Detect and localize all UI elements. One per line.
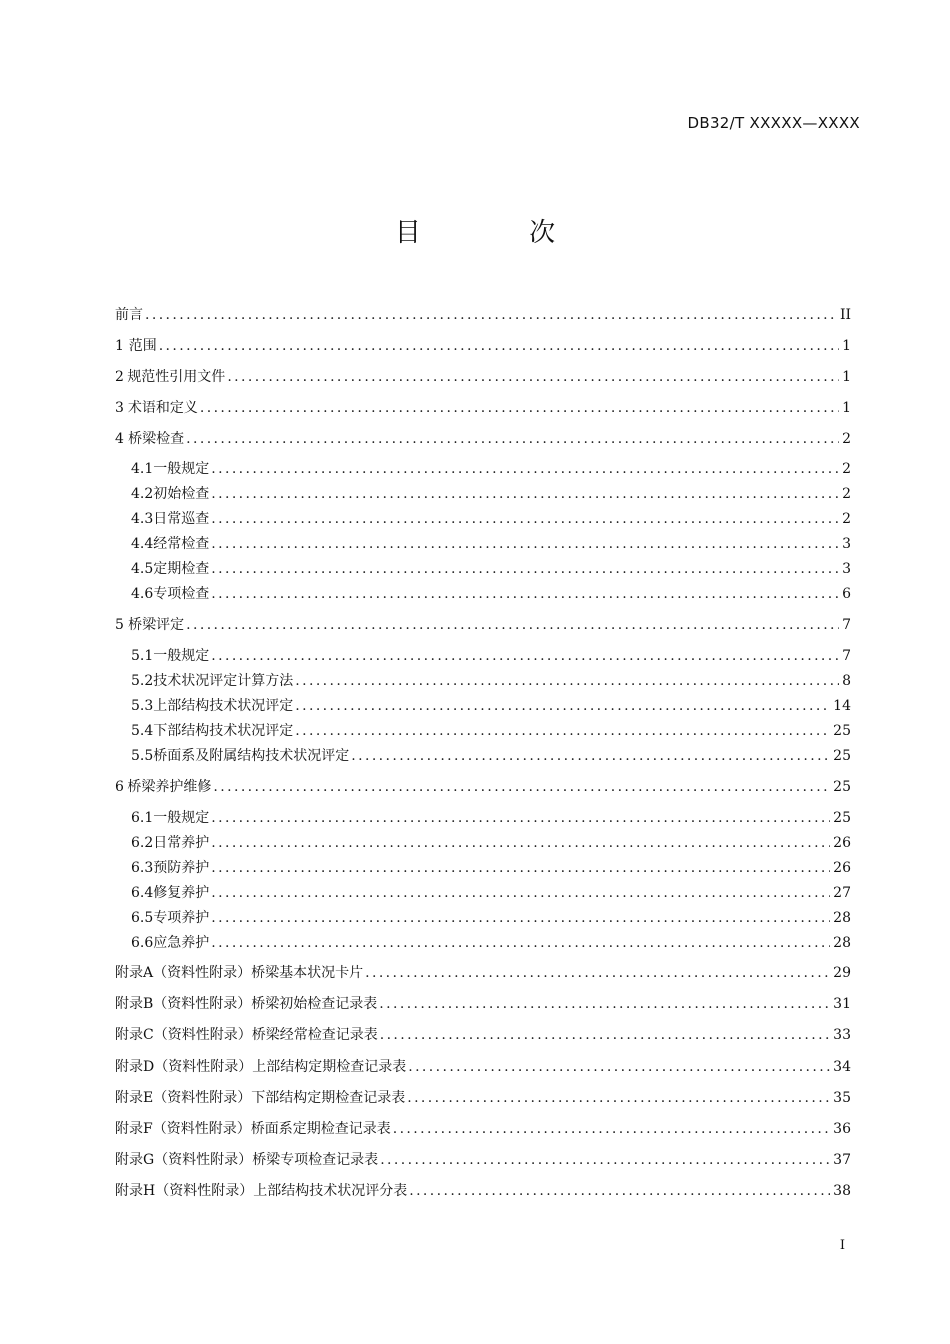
toc-entry-label: 桥梁初始检查记录表 [251,996,378,1012]
toc-entry-page: 25 [833,723,851,739]
toc-entry-number: 4.5 [131,561,154,577]
toc-entry-label: 桥梁基本状况卡片 [251,965,364,981]
toc-entry-5-1[interactable] [131,647,851,665]
toc-entry-page: 26 [833,835,851,851]
toc-entry-4-3[interactable] [131,510,851,528]
toc-leader-dots [211,485,839,503]
toc-leader-dots [211,585,839,603]
toc-entry-label: 桥面系定期检查记录表 [250,1121,391,1137]
toc-entry-page: 25 [833,810,851,826]
toc-entry-number: 4.6 [131,586,154,602]
toc-entry-number: 5.5 [131,748,154,764]
toc-entry-label: 一般规定 [153,461,210,477]
toc-leader-dots [211,460,839,478]
toc-entry-6-6[interactable] [131,934,851,952]
toc-entry-page: 35 [833,1090,851,1106]
toc-leader-dots [227,368,839,386]
toc-entry-label: 专项检查 [153,586,210,602]
toc-leader-dots [186,616,839,634]
toc-leader-dots [211,809,830,827]
toc-entry-page: 3 [842,536,851,552]
toc-leader-dots [145,306,837,324]
toc-entry-label: 日常养护 [153,835,210,851]
toc-appendix-prefix: 附录D（资料性附录） [115,1059,253,1075]
toc-entry-number: 5.1 [131,648,154,664]
toc-leader-dots [295,722,830,740]
toc-entry-label: 一般规定 [153,648,210,664]
toc-entry-appendix-g[interactable] [115,1151,851,1169]
toc-entry-label: 技术状况评定计算方法 [153,673,294,689]
toc-appendix-prefix: 附录C（资料性附录） [115,1027,252,1043]
toc-entry-label: 上部结构技术状况评分表 [253,1183,408,1199]
toc-leader-dots [351,747,830,765]
toc-leader-dots [211,909,830,927]
toc-entry-appendix-a[interactable] [115,964,851,982]
toc-entry-label: 应急养护 [153,935,210,951]
toc-entry-label: 下部结构技术状况评定 [153,723,294,739]
toc-entry-label: 初始检查 [153,486,210,502]
toc-appendix-prefix: 附录E（资料性附录） [115,1090,252,1106]
toc-entry-page: II [839,307,851,323]
toc-entry-number: 4.1 [131,461,154,477]
toc-entry-page: 29 [833,965,851,981]
toc-entry-page: 2 [842,511,851,527]
toc-entry-label: 桥梁专项检查记录表 [252,1152,379,1168]
toc-entry-label: 前言 [115,307,143,323]
toc-entry-appendix-e[interactable] [115,1089,851,1107]
toc-entry-page: 25 [833,779,851,795]
toc-entry-label: 范围 [128,338,157,354]
toc-entry-4-5[interactable] [131,560,851,578]
toc-entry-number: 4.2 [131,486,154,502]
toc-leader-dots [379,995,830,1013]
toc-entry-label: 桥梁经常检查记录表 [251,1027,378,1043]
toc-entry-page: 34 [833,1059,851,1075]
toc-entry-6-1[interactable] [131,809,851,827]
toc-entry-page: 36 [833,1121,851,1137]
toc-leader-dots [211,647,839,665]
toc-entry-3[interactable] [115,399,851,417]
toc-leader-dots [211,884,830,902]
toc-leader-dots [159,337,839,355]
toc-entry-page: 1 [842,400,851,416]
toc-leader-dots [393,1120,830,1138]
toc-entry-label: 修复养护 [153,885,210,901]
toc-leader-dots [213,778,830,796]
toc-entry-page: 1 [842,338,851,354]
toc-entry-4[interactable] [115,430,851,448]
toc-entry-page: 26 [833,860,851,876]
toc-entry-page: 25 [833,748,851,764]
toc-leader-dots [409,1182,830,1200]
toc-entry-label: 桥面系及附属结构技术状况评定 [153,748,350,764]
toc-entry-appendix-h[interactable] [115,1182,851,1200]
toc-entry-label: 日常巡查 [153,511,210,527]
toc-appendix-prefix: 附录G（资料性附录） [115,1152,253,1168]
toc-entry-page: 6 [842,586,851,602]
toc-leader-dots [211,510,839,528]
toc-entry-page: 33 [833,1027,851,1043]
toc-appendix-prefix: 附录H（资料性附录） [115,1183,254,1199]
toc-appendix-prefix: 附录A（资料性附录） [115,965,252,981]
toc-entry-6-5[interactable] [131,909,851,927]
toc-entry-label: 桥梁养护维修 [127,779,212,795]
toc-appendix-prefix: 附录F（资料性附录） [115,1121,251,1137]
toc-entry-page: 7 [842,617,851,633]
toc-entry-label: 桥梁检查 [128,431,185,447]
toc-entry-appendix-d[interactable] [115,1058,851,1076]
toc-entry-number: 6.6 [131,935,154,951]
toc-entry-label: 上部结构定期检查记录表 [252,1059,407,1075]
toc-entry-page: 2 [842,486,851,502]
toc-entry-5-2[interactable] [131,672,851,690]
toc-leader-dots [211,834,830,852]
document-code: DB32/T XXXXX—XXXX [687,114,860,132]
toc-entry-page: 28 [833,935,851,951]
toc-leader-dots [200,399,839,417]
toc-entry-5-5[interactable] [131,747,851,765]
toc-entry-number: 5.2 [131,673,154,689]
toc-entry-label: 预防养护 [153,860,210,876]
toc-entry-number: 6 [115,779,124,795]
toc-entry-appendix-b[interactable] [115,995,851,1013]
page-number: I [839,1238,845,1253]
toc-leader-dots [408,1058,830,1076]
toc-entry-number: 6.2 [131,835,154,851]
toc-entry-1[interactable] [115,337,851,355]
toc-entry-number: 6.4 [131,885,154,901]
toc-entry-page: 37 [833,1152,851,1168]
toc-entry-number: 2 [115,369,124,385]
toc-entry-number: 6.5 [131,910,154,926]
toc-leader-dots [295,697,830,715]
toc-entry-number: 4.4 [131,536,154,552]
toc-entry-page: 14 [833,698,851,714]
toc-leader-dots [380,1151,830,1169]
toc-entry-4-1[interactable] [131,460,851,478]
toc-entry-4-6[interactable] [131,585,851,603]
toc-entry-label: 规范性引用文件 [127,369,226,385]
toc-entry-label: 专项养护 [153,910,210,926]
toc-entry-number: 4 [115,431,124,447]
toc-entry-number: 6.3 [131,860,154,876]
toc-leader-dots [211,560,839,578]
toc-entry-page: 27 [833,885,851,901]
toc-entry-number: 5.4 [131,723,154,739]
toc-entry-6-3[interactable] [131,859,851,877]
toc-entry-5-3[interactable] [131,697,851,715]
toc-leader-dots [295,672,839,690]
toc-leader-dots [211,859,830,877]
toc-entry-page: 3 [842,561,851,577]
toc-entry-label: 术语和定义 [127,400,198,416]
toc-entry-number: 3 [115,400,124,416]
toc-entry-label: 一般规定 [153,810,210,826]
toc-entry-appendix-c[interactable] [115,1026,851,1044]
toc-entry-6-4[interactable] [131,884,851,902]
toc-entry-appendix-f[interactable] [115,1120,851,1138]
toc-entry-page: 2 [842,431,851,447]
toc-appendix-prefix: 附录B（资料性附录） [115,996,252,1012]
toc-entry-2[interactable] [115,368,851,386]
toc-entry-number: 1 [115,338,124,354]
toc-entry-page: 28 [833,910,851,926]
toc-entry-4-2[interactable] [131,485,851,503]
toc-entry-page: 2 [842,461,851,477]
toc-leader-dots [407,1089,830,1107]
toc-entry-4-4[interactable] [131,535,851,553]
toc-entry-page: 31 [833,996,851,1012]
toc-entry-label: 定期检查 [153,561,210,577]
toc-entry-number: 5 [115,617,124,633]
toc-entry-5[interactable] [115,616,851,634]
toc-entry-6[interactable] [115,778,851,796]
toc-entry-number: 6.1 [131,810,154,826]
toc-entry-label: 经常检查 [153,536,210,552]
toc-entry-label: 桥梁评定 [128,617,185,633]
page-title: 目 次 [394,218,606,248]
toc-leader-dots [211,535,839,553]
toc-entry-number: 4.3 [131,511,154,527]
toc-entry-page: 7 [842,648,851,664]
toc-entry-label: 下部结构定期检查记录表 [251,1090,406,1106]
toc-entry-5-4[interactable] [131,722,851,740]
toc-entry-label: 上部结构技术状况评定 [153,698,294,714]
toc-leader-dots [380,1026,830,1044]
toc-leader-dots [211,934,830,952]
toc-leader-dots [186,430,839,448]
toc-entry-page: 1 [842,369,851,385]
toc-entry-number: 5.3 [131,698,154,714]
toc-entry-foreword[interactable] [115,306,851,324]
toc-entry-6-2[interactable] [131,834,851,852]
toc-entry-page: 8 [842,673,851,689]
toc-entry-page: 38 [833,1183,851,1199]
toc-leader-dots [365,964,830,982]
